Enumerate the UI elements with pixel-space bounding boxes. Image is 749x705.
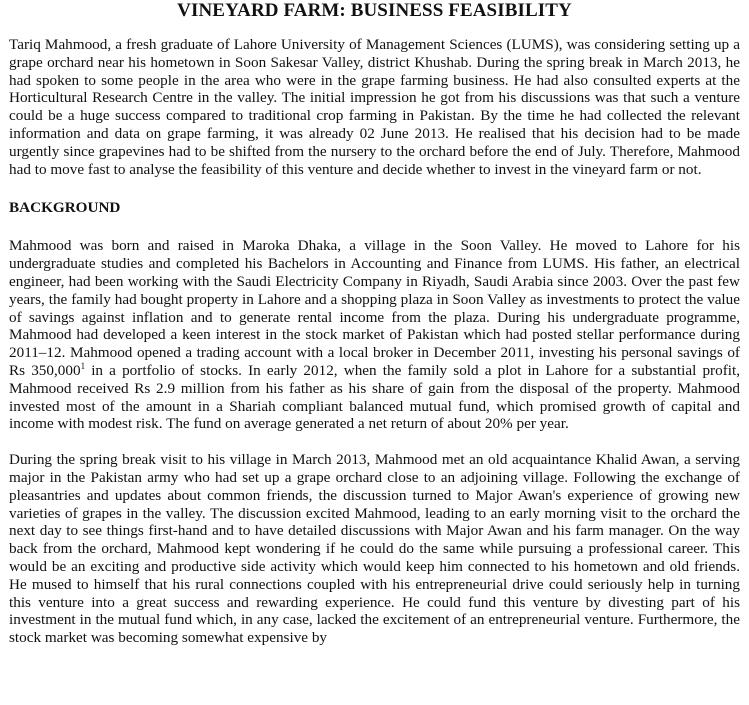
document-page: [9, 0, 740, 647]
footnote-marker[interactable]: 1: [80, 360, 86, 371]
intro-paragraph: Tariq Mahmood, a fresh graduate of Lahore University of Management Sciences (LUMS), was considering setting up a grape orchard near his hometown in Soon Sakesar Valley, district Khushab. During the spring break in March 2013, he had spoken to some people in the area who were in the grape farming business. He had also consulted experts at the Horticultural Research Centre in the valley. The initial impression he got from his discussions was that such a venture could be a huge success compared to traditional crop farming in Pakistan. By the time he had collected the relevant information and data on grape farming, it was already 02 June 2013. He realised that his decision had to be made urgently since grapevines had to be shifted from the nursery to the orchard before the end of July. Therefore, Mahmood had to move fast to analyse the feasibility of this venture and decide whether to invest in the vineyard farm or not.: [9, 36, 740, 178]
background-paragraph-1: [9, 237, 740, 433]
document-title: VINEYARD FARM: BUSINESS FEASIBILITY: [177, 0, 572, 21]
background-paragraph-1-text-a: Mahmood was born and raised in Maroka Dhaka, a village in the Soon Valley. He moved to Lahore for his undergraduate studies and completed his Bachelors in Accounting and Finance from LUMS. His father, an electrical engineer, had been working with the Saudi Electricity Company in Riyadh, Saudi Arabia since 2003. Over the past few years, the family had bought property in Lahore and a shopping plaza in Soon Valley as investments to protect the value of savings against inflation and to generate rental income from the plaza. During his undergraduate programme, Mahmood had developed a keen interest in the stock market of Pakistan which had posted stellar performance during 2011–12. Mahmood opened a trading account with a local broker in December 2011, investing his personal savings of Rs 350,000: [9, 237, 740, 379]
background-heading: BACKGROUND: [9, 199, 121, 217]
background-paragraph-2: During the spring break visit to his village in March 2013, Mahmood met an old acquaintance Khalid Awan, a serving major in the Pakistan army who had set up a grape orchard close to an adjoining village. Following the exchange of pleasantries and updates about common friends, the discussion turned to Major Awan's experience of growing new varieties of grapes in the valley. The discussion excited Mahmood, leading to an early morning visit to the orchard the next day to see things first-hand and to have detailed discussions with Major Awan and his farm manager. On the way back from the orchard, Mahmood kept wondering if he could do the same while pursuing a professional career. This would be an exciting and productive side activity which would keep him connected to his hometown and old friends. He mused to himself that his rural connections coupled with his entrepreneurial drive could seriously help in turning this venture into a great success and rewarding experience. He could fund this venture by divesting part of his investment in the mutual fund which, in any case, lacked the excitement of an entrepreneurial venture. Furthermore, the stock market was becoming somewhat expensive by: [9, 451, 740, 647]
background-paragraph-1-text-b: in a portfolio of stocks. In early 2012, when the family sold a plot in Lahore for a substantial profit, Mahmood received Rs 2.9 million from his father as his share of gain from the disposal of the property. Mahmood invested most of the amount in a Shariah compliant balanced mutual fund, which promised growth of capital and income with modest risk. The fund on average generated a net return of about 20% per year.: [9, 361, 740, 433]
